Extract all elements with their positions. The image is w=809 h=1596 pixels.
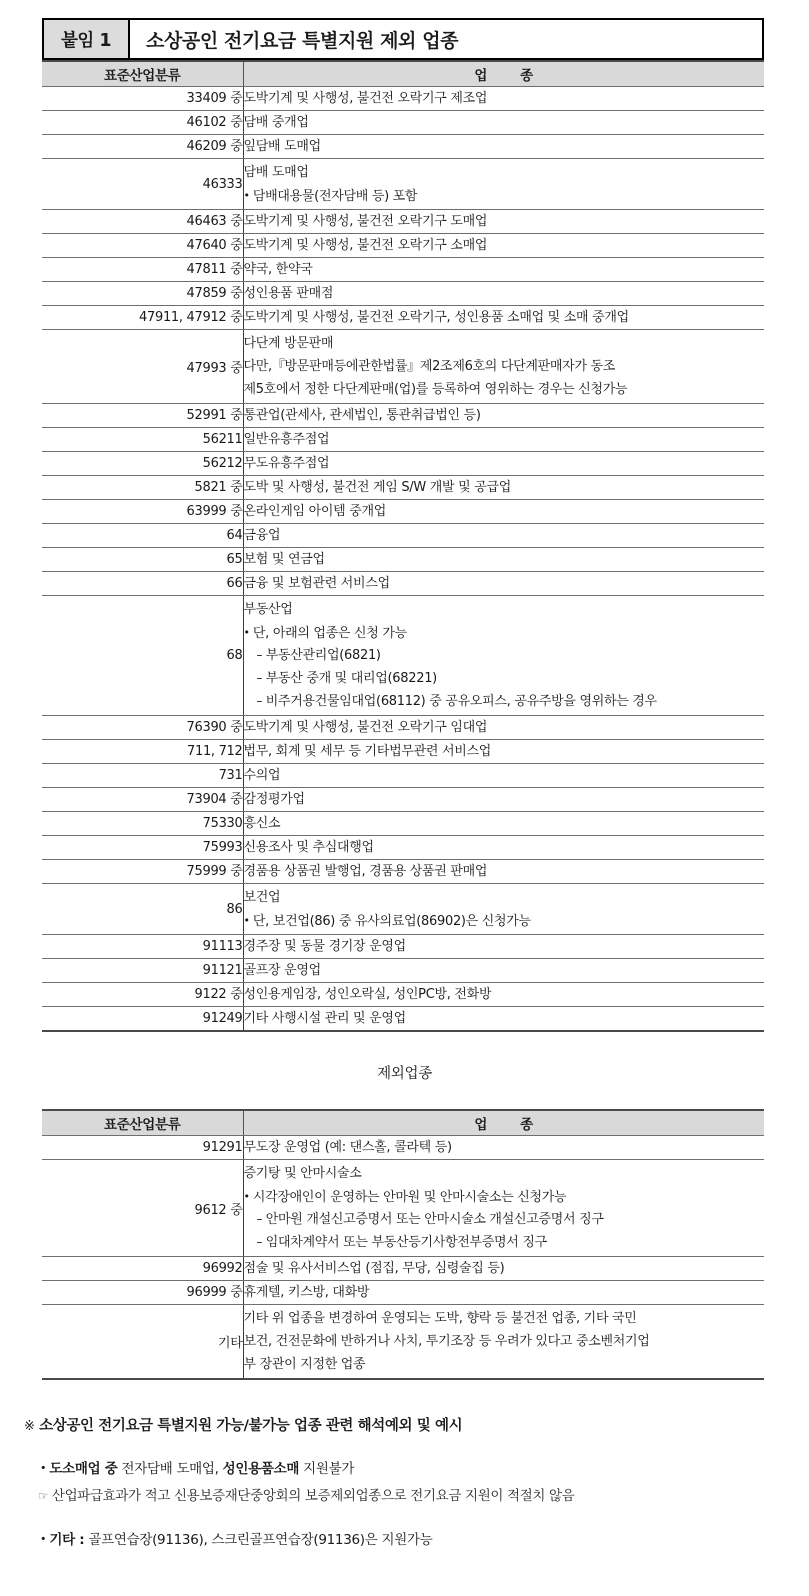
table-row	[42, 740, 764, 764]
industry-name-cell	[243, 452, 764, 476]
industry-name-cell	[243, 306, 764, 330]
industry-code-cell: 86	[42, 884, 243, 935]
table-row	[42, 330, 764, 404]
industry-code-cell: 56212	[42, 452, 243, 476]
sub-item-line: – 안마원 개설신고증명서 또는 안마시술소 개설신고증명서 징구	[244, 1208, 765, 1231]
text-line: 감정평가업	[243, 792, 305, 807]
table-row	[42, 428, 764, 452]
industry-code-cell: 75999 중	[42, 860, 243, 884]
bullet-line: • 시각장애인이 운영하는 안마원 및 안마시술소는 신청가능	[244, 1185, 765, 1208]
text-line: 금융업	[243, 528, 281, 543]
note-text: 골프연습장(91136), 스크린골프연습장(91136)은 지원가능	[84, 1532, 433, 1548]
industry-name-cell	[243, 764, 764, 788]
industry-name-cell	[243, 428, 764, 452]
industry-name-cell	[243, 548, 764, 572]
text-line: 도박 및 사행성, 불건전 게임 S/W 개발 및 공급업	[243, 480, 511, 495]
table-row	[42, 159, 764, 210]
text-line: 수의업	[243, 768, 281, 783]
industry-code-cell: 73904 중	[42, 788, 243, 812]
table-row	[42, 135, 764, 159]
industry-code-cell: 47859 중	[42, 282, 243, 306]
table-row	[42, 764, 764, 788]
industry-code-cell: 91121	[42, 959, 243, 983]
text-line: 흥신소	[243, 816, 281, 831]
industry-name-cell	[243, 1007, 764, 1032]
bullet-line: • 단, 아래의 업종은 신청 가능	[244, 621, 765, 644]
mid-caption: 제외업종	[377, 1066, 432, 1082]
text-line: 다만,『방문판매등에관한법률』제2조제6호의 다단계판매자가 동조	[243, 359, 616, 374]
industry-code-cell: 68	[42, 596, 243, 716]
industry-name-cell	[243, 500, 764, 524]
reference-mark-icon: ※	[24, 1419, 35, 1434]
industry-code-cell: 91113	[42, 935, 243, 959]
sub-item-line: – 비주거용건물임대업(68112) 중 공유오피스, 공유주방을 영위하는 경우	[244, 690, 765, 713]
industry-code-cell: 33409 중	[42, 87, 243, 111]
table-row	[42, 836, 764, 860]
text-line: 제5호에서 정한 다단계판매(업)를 등록하여 영위하는 경우는 신청가능	[243, 382, 628, 397]
table-row	[42, 572, 764, 596]
note-bold-lead: 도소매업 중	[49, 1461, 118, 1477]
text-line: 금융 및 보험관련 서비스업	[243, 576, 390, 591]
sub-item-line: – 임대차계약서 또는 부동산등기사항전부증명서 징구	[244, 1231, 765, 1254]
text-line: 일반유흥주점업	[243, 432, 330, 447]
table-row	[42, 1160, 764, 1257]
industry-name-cell	[243, 788, 764, 812]
text-line: 무도유흥주점업	[243, 456, 330, 471]
notes-heading	[24, 1414, 784, 1435]
table-row	[42, 210, 764, 234]
industry-code-cell: 46102 중	[42, 111, 243, 135]
table-row	[42, 1257, 764, 1281]
table-row	[42, 404, 764, 428]
industry-code-cell: 63999 중	[42, 500, 243, 524]
notes-heading-text: 소상공인 전기요금 특별지원 가능/불가능 업종 관련 해석예외 및 예시	[39, 1418, 463, 1434]
text-line: 증기탕 및 안마시술소	[243, 1166, 362, 1181]
spacer	[24, 1555, 784, 1565]
industry-code-cell: 91249	[42, 1007, 243, 1032]
table-row	[42, 282, 764, 306]
note-sub-text: 산업파급효과가 적고 신용보증재단중앙회의 보증제외업종으로 전기요금 지원이 적절치 않음	[51, 1488, 575, 1504]
text-line: 점술 및 유사서비스업 (점집, 무당, 심령술집 등)	[243, 1261, 505, 1276]
industry-code-cell: 75330	[42, 812, 243, 836]
text-line: 부동산업	[243, 602, 293, 617]
text-line: 신용조사 및 추심대행업	[243, 840, 374, 855]
note-text-tail: 지원불가	[299, 1461, 355, 1477]
pointing-hand-icon: ☞	[38, 1489, 52, 1503]
sub-item-line: – 부동산 중개 및 대리업(68221)	[244, 667, 765, 690]
note-sub-line	[38, 1484, 784, 1504]
text-line: 도박기계 및 사행성, 불건전 오락기구 임대업	[243, 720, 488, 735]
note-item	[40, 1528, 784, 1548]
industry-code-cell: 47640 중	[42, 234, 243, 258]
text-line: 기타 위 업종을 변경하여 운영되는 도박, 향락 등 불건전 업종, 기타 국민	[243, 1311, 637, 1326]
notes-section	[24, 1414, 784, 1565]
text-line: 보건업	[243, 890, 281, 905]
table-row	[42, 1136, 764, 1160]
industry-code-cell: 9612 중	[42, 1160, 243, 1257]
industry-name-cell	[243, 282, 764, 306]
bullet-line: • 담배대용물(전자담배 등) 포함	[244, 184, 765, 207]
column-header-name-label: 업 종	[474, 68, 548, 84]
table-row	[42, 812, 764, 836]
industry-name-cell	[243, 1160, 764, 1257]
industry-code-cell: 46209 중	[42, 135, 243, 159]
table-row	[42, 1281, 764, 1305]
text-line: 잎담배 도매업	[243, 139, 321, 154]
table-row	[42, 983, 764, 1007]
industry-name-cell	[243, 1136, 764, 1160]
table-row	[42, 87, 764, 111]
industry-name-cell	[243, 210, 764, 234]
table-row	[42, 234, 764, 258]
table-row	[42, 524, 764, 548]
column-header-code: 표준산업분류	[42, 1110, 243, 1136]
table-1-body	[42, 87, 764, 1032]
industry-name-cell	[243, 935, 764, 959]
industry-name-cell	[243, 330, 764, 404]
text-line: 온라인게임 아이템 중개업	[243, 504, 387, 519]
industry-code-cell: 66	[42, 572, 243, 596]
text-line: 담배 도매업	[243, 165, 309, 180]
industry-name-cell	[243, 740, 764, 764]
excluded-industry-table-2	[42, 1109, 764, 1380]
text-line: 다단계 방문판매	[243, 336, 334, 351]
table-row	[42, 788, 764, 812]
table-row	[42, 1007, 764, 1032]
industry-code-cell: 75993	[42, 836, 243, 860]
text-line: 성인용품 판매점	[243, 286, 334, 301]
table-row	[42, 935, 764, 959]
industry-name-cell	[243, 476, 764, 500]
text-line: 도박기계 및 사행성, 불건전 오락기구 소매업	[243, 238, 488, 253]
industry-code-cell: 기타	[42, 1305, 243, 1380]
text-line: 경품용 상품권 발행업, 경품용 상품권 판매업	[243, 864, 488, 879]
column-header-code: 표준산업분류	[42, 61, 243, 87]
column-header-name-label: 업 종	[474, 1117, 548, 1133]
column-header-name	[243, 1110, 764, 1136]
industry-code-cell: 731	[42, 764, 243, 788]
industry-name-cell	[243, 404, 764, 428]
note-bold-lead: 기타 :	[49, 1532, 85, 1548]
industry-name-cell	[243, 836, 764, 860]
table-2-body	[42, 1136, 764, 1380]
text-line: 보건, 건전문화에 반하거나 사치, 투기조장 등 우려가 있다고 중소벤처기업	[243, 1334, 650, 1349]
text-line: 도박기계 및 사행성, 불건전 오락기구 제조업	[243, 91, 488, 106]
sub-item-line: – 부동산관리업(6821)	[244, 644, 765, 667]
table-header-row	[42, 61, 764, 87]
table-header-row	[42, 1110, 764, 1136]
text-line: 도박기계 및 사행성, 불건전 오락기구 도매업	[243, 214, 488, 229]
industry-name-cell	[243, 860, 764, 884]
industry-code-cell: 76390 중	[42, 716, 243, 740]
industry-name-cell	[243, 884, 764, 935]
industry-code-cell: 711, 712	[42, 740, 243, 764]
table-row	[42, 500, 764, 524]
industry-code-cell: 65	[42, 548, 243, 572]
table-row	[42, 884, 764, 935]
table-row	[42, 596, 764, 716]
document-page	[0, 18, 809, 1596]
table-row	[42, 452, 764, 476]
industry-name-cell	[243, 234, 764, 258]
text-line: 휴게텔, 키스방, 대화방	[243, 1285, 370, 1300]
text-line: 담배 중개업	[243, 115, 309, 130]
industry-name-cell	[243, 111, 764, 135]
text-line: 통관업(관세사, 관세법인, 통관취급법인 등)	[243, 408, 481, 423]
text-line: 기타 사행시설 관리 및 운영업	[243, 1011, 406, 1026]
industry-name-cell	[243, 716, 764, 740]
text-line: 성인용게임장, 성인오락실, 성인PC방, 전화방	[243, 987, 492, 1002]
industry-code-cell: 9122 중	[42, 983, 243, 1007]
note-text: 전자담배 도매업,	[117, 1461, 223, 1477]
page-title: 소상공인 전기요금 특별지원 제외 업종	[130, 18, 764, 60]
industry-name-cell	[243, 959, 764, 983]
text-line: 무도장 운영업 (예: 댄스홀, 콜라텍 등)	[243, 1140, 452, 1155]
industry-name-cell	[243, 159, 764, 210]
table-row	[42, 716, 764, 740]
excluded-industry-table-1	[42, 60, 764, 1032]
text-line: 골프장 운영업	[243, 963, 321, 978]
table-row	[42, 111, 764, 135]
industry-name-cell	[243, 1257, 764, 1281]
industry-code-cell: 64	[42, 524, 243, 548]
text-line: 보험 및 연금업	[243, 552, 325, 567]
column-header-name	[243, 61, 764, 87]
industry-code-cell: 96999 중	[42, 1281, 243, 1305]
industry-code-cell: 47911, 47912 중	[42, 306, 243, 330]
industry-code-cell: 56211	[42, 428, 243, 452]
text-line: 약국, 한약국	[243, 262, 313, 277]
industry-code-cell: 46463 중	[42, 210, 243, 234]
industry-code-cell: 47993 중	[42, 330, 243, 404]
notes-list	[24, 1457, 784, 1565]
text-line: 부 장관이 지정한 업종	[243, 1357, 366, 1372]
bullet-icon: •	[40, 1532, 50, 1546]
bullet-icon: •	[40, 1461, 50, 1475]
industry-code-cell: 5821 중	[42, 476, 243, 500]
industry-name-cell	[243, 87, 764, 111]
industry-name-cell	[243, 812, 764, 836]
industry-code-cell: 47811 중	[42, 258, 243, 282]
note-item	[40, 1457, 784, 1477]
industry-code-cell: 46333	[42, 159, 243, 210]
note-bold-mid: 성인용품소매	[222, 1461, 300, 1477]
table-row	[42, 860, 764, 884]
text-line: 도박기계 및 사행성, 불건전 오락기구, 성인용품 소매업 및 소매 중개업	[243, 310, 629, 325]
industry-name-cell	[243, 596, 764, 716]
industry-code-cell: 91291	[42, 1136, 243, 1160]
industry-name-cell	[243, 258, 764, 282]
industry-name-cell	[243, 983, 764, 1007]
table-row	[42, 548, 764, 572]
table-row	[42, 306, 764, 330]
bullet-line: • 단, 보건업(86) 중 유사의료업(86902)은 신청가능	[244, 909, 765, 932]
industry-name-cell	[243, 1305, 764, 1380]
text-line: 법무, 회계 및 세무 등 기타법무관련 서비스업	[243, 744, 491, 759]
industry-name-cell	[243, 135, 764, 159]
industry-code-cell: 52991 중	[42, 404, 243, 428]
industry-name-cell	[243, 524, 764, 548]
industry-name-cell	[243, 1281, 764, 1305]
text-line: 경주장 및 동물 경기장 운영업	[243, 939, 406, 954]
table-row	[42, 258, 764, 282]
industry-name-cell	[243, 572, 764, 596]
attachment-tag: 붙임 1	[42, 18, 130, 60]
table-row	[42, 476, 764, 500]
table-row	[42, 959, 764, 983]
industry-code-cell: 96992	[42, 1257, 243, 1281]
document-title-bar	[42, 18, 764, 60]
table-row	[42, 1305, 764, 1380]
